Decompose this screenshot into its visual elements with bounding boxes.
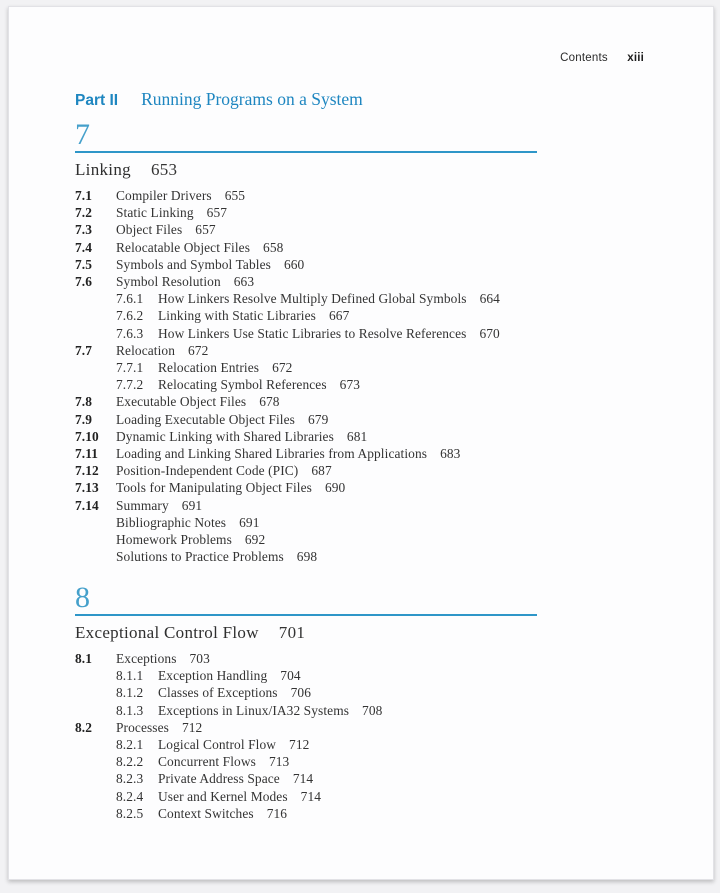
toc-entry-title: Classes of Exceptions: [158, 685, 278, 701]
toc-entry-row: [75, 684, 547, 701]
toc-entry-row: [75, 393, 547, 410]
toc-entry-page-number: 691: [239, 514, 260, 530]
toc-entry-row: [75, 221, 547, 238]
chapter-7-section: [75, 119, 547, 565]
toc-entry-title: Position-Independent Code (PIC): [116, 463, 299, 479]
toc-entry-title: Solutions to Practice Problems: [116, 549, 284, 565]
toc-entry-page-number: 692: [244, 532, 266, 548]
toc-entry-number: 7.1: [75, 188, 93, 203]
toc-entry-row: [75, 531, 547, 548]
toc-entry-page-number: 670: [479, 325, 500, 341]
running-header-label: Contents: [560, 52, 608, 64]
toc-entry-title: Relocation: [116, 342, 176, 358]
toc-entry-row: [75, 805, 547, 822]
toc-entry-number: 8.2.2: [116, 754, 144, 770]
toc-entry-page-number: 704: [280, 668, 301, 684]
toc-entry-row: [75, 479, 547, 496]
toc-entry-title: Relocation Entries: [158, 360, 260, 376]
toc-entry-page-number: 658: [263, 239, 284, 255]
toc-entry-row: [75, 342, 547, 359]
chapter-page-number: 653: [150, 160, 178, 179]
toc-entry-title: How Linkers Use Static Libraries to Resolve References: [158, 325, 467, 341]
toc-entry-number: 8.2.1: [116, 737, 144, 753]
toc-entry-row: [75, 273, 547, 290]
toc-entry-title: Relocatable Object Files: [116, 239, 251, 255]
toc-entry-page-number: 657: [195, 222, 216, 238]
toc-entry-row: [75, 650, 547, 667]
toc-entry-row: [75, 702, 547, 719]
chapter-rule: [75, 614, 537, 616]
toc-entry-title: Relocating Symbol References: [158, 377, 327, 393]
toc-entry-number: 7.6.2: [116, 308, 144, 324]
toc-entry-page-number: 716: [266, 805, 288, 821]
toc-entry-row: [75, 187, 547, 204]
toc-entry-page-number: 681: [346, 428, 368, 444]
toc-entry-title: Exceptions in Linux/IA32 Systems: [158, 702, 350, 718]
toc-entry-page-number: 672: [188, 342, 209, 358]
toc-entry-number: 7.13: [75, 480, 99, 496]
toc-entry-row: [75, 428, 547, 445]
toc-entry-page-number: 655: [224, 188, 246, 203]
toc-entry-page-number: 698: [296, 549, 318, 565]
toc-entry-page-number: 714: [300, 788, 322, 804]
toc-entry-page-number: 690: [324, 480, 346, 496]
toc-entry-page-number: 673: [339, 377, 361, 393]
toc-entry-number: 7.7.2: [116, 377, 144, 393]
toc-entry-row: [75, 445, 547, 462]
toc-entry-number: 7.3: [75, 222, 93, 238]
toc-entry-title: Private Address Space: [158, 771, 280, 787]
toc-entry-number: 8.2: [75, 719, 93, 735]
toc-entry-title: Exceptions: [116, 651, 177, 666]
toc-entry-number: 7.2: [75, 205, 93, 221]
toc-entry-number: 7.14: [75, 497, 99, 513]
toc-entry-title: Symbols and Symbol Tables: [116, 256, 271, 272]
toc-entry-title: Loading Executable Object Files: [116, 411, 295, 427]
toc-entry-title: How Linkers Resolve Multiply Defined Global Symbols: [158, 291, 467, 307]
toc-entry-number: 7.6: [75, 274, 93, 290]
chapter-number: 8: [75, 581, 90, 614]
toc-entry-title: User and Kernel Modes: [158, 788, 288, 804]
toc-entry-number: 7.4: [75, 239, 93, 255]
toc-entry-title: Loading and Linking Shared Libraries from Applications: [116, 446, 428, 462]
toc-entry-page-number: 660: [283, 256, 305, 272]
toc-entry-row: [75, 256, 547, 273]
toc-entry-page-number: 683: [440, 446, 461, 462]
toc-entry-number: 8.1: [75, 651, 93, 666]
toc-entry-title: Context Switches: [158, 805, 254, 821]
toc-entry-row: [75, 239, 547, 256]
toc-entry-row: [75, 753, 547, 770]
toc-entry-page-number: 663: [233, 274, 255, 290]
part-label: Part II: [75, 92, 119, 109]
toc-entry-row: [75, 514, 547, 531]
toc-entry-title: Executable Object Files: [116, 394, 247, 410]
toc-entry-row: [75, 325, 547, 342]
toc-entry-number: 8.2.3: [116, 771, 144, 787]
chapter-title-line: [75, 159, 547, 181]
toc-entry-page-number: 712: [289, 737, 310, 753]
toc-entry-row: [75, 788, 547, 805]
page-folio: xiii: [627, 52, 644, 64]
toc-entry-page-number: 712: [181, 719, 203, 735]
part-title: Running Programs on a System: [141, 89, 363, 109]
toc-entry-title: Homework Problems: [116, 532, 232, 548]
toc-entry-page-number: 664: [479, 291, 500, 307]
toc-entry-title: Linking with Static Libraries: [158, 308, 316, 324]
toc-entry-row: [75, 359, 547, 376]
toc-entry-number: 7.5: [75, 256, 93, 272]
running-header: [560, 52, 644, 64]
toc-entry-row: [75, 719, 547, 736]
toc-entry-title: Object Files: [116, 222, 183, 238]
toc-entry-row: [75, 736, 547, 753]
toc-entry-number: 8.2.5: [116, 805, 144, 821]
toc-entry-title: Exception Handling: [158, 668, 268, 684]
toc-entry-number: 7.11: [75, 446, 99, 462]
part-heading: [75, 89, 363, 110]
chapter-number: 7: [75, 118, 90, 151]
toc-entry-row: [75, 376, 547, 393]
toc-entry-row: [75, 462, 547, 479]
toc-entry-number: 7.6.1: [116, 291, 144, 307]
toc-entry-title: Summary: [116, 497, 169, 513]
chapter-entries: [75, 650, 547, 822]
chapter-title-line: [75, 622, 547, 644]
toc-entry-page-number: 667: [328, 308, 350, 324]
toc-page: [8, 6, 714, 880]
toc-entry-title: Tools for Manipulating Object Files: [116, 480, 312, 496]
chapter-entries: [75, 187, 547, 565]
toc-entry-number: 7.6.3: [116, 325, 144, 341]
toc-entry-number: 8.1.3: [116, 702, 144, 718]
toc-entry-title: Bibliographic Notes: [116, 514, 227, 530]
toc-entry-row: [75, 411, 547, 428]
toc-entry-page-number: 678: [259, 394, 280, 410]
chapter-title: Linking: [75, 160, 131, 179]
toc-entry-row: [75, 770, 547, 787]
toc-entry-number: 7.7.1: [116, 360, 144, 376]
chapter-rule: [75, 151, 537, 153]
toc-entry-number: 7.9: [75, 411, 93, 427]
chapter-title: Exceptional Control Flow: [75, 623, 259, 642]
toc-entry-row: [75, 667, 547, 684]
toc-entry-number: 8.1.2: [116, 685, 144, 701]
toc-entry-number: 7.8: [75, 394, 93, 410]
toc-entry-page-number: 713: [268, 754, 290, 770]
toc-entry-row: [75, 307, 547, 324]
toc-entry-number: 8.2.4: [116, 788, 144, 804]
toc-entry-number: 7.10: [75, 428, 99, 444]
toc-entry-page-number: 691: [181, 497, 203, 513]
toc-entry-page-number: 706: [290, 685, 312, 701]
toc-entry-page-number: 687: [311, 463, 332, 479]
toc-entry-title: Compiler Drivers: [116, 188, 212, 203]
toc-entry-number: 7.12: [75, 463, 99, 479]
toc-entry-page-number: 672: [272, 360, 293, 376]
toc-entry-title: Logical Control Flow: [158, 737, 277, 753]
toc-entry-page-number: 679: [307, 411, 329, 427]
toc-entry-row: [75, 548, 547, 565]
toc-entry-title: Static Linking: [116, 205, 194, 221]
toc-entry-page-number: 657: [206, 205, 228, 221]
toc-entry-number: 7.7: [75, 342, 93, 358]
toc-entry-title: Dynamic Linking with Shared Libraries: [116, 428, 334, 444]
toc-entry-row: [75, 204, 547, 221]
toc-entry-title: Processes: [116, 719, 169, 735]
toc-entry-title: Symbol Resolution: [116, 274, 221, 290]
toc-entry-page-number: 708: [362, 702, 383, 718]
toc-entry-row: [75, 290, 547, 307]
chapter-page-number: 701: [278, 623, 306, 642]
toc-entry-title: Concurrent Flows: [158, 754, 256, 770]
toc-entry-page-number: 714: [292, 771, 314, 787]
toc-entry-number: 8.1.1: [116, 668, 144, 684]
toc-entry-page-number: 703: [189, 651, 210, 666]
chapter-8-section: [75, 582, 547, 822]
toc-entry-row: [75, 497, 547, 514]
